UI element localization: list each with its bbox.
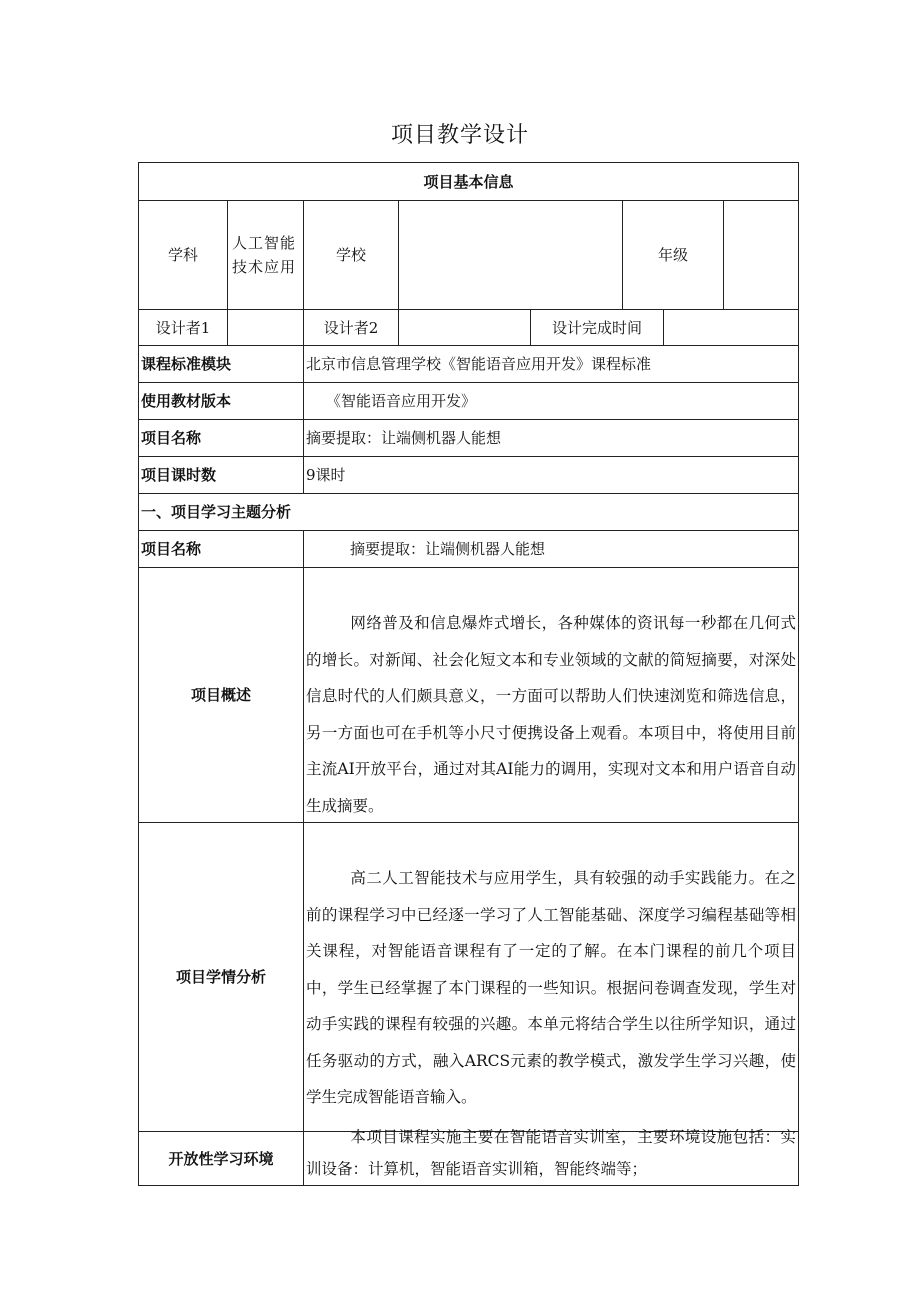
project-name-label: 项目名称 — [141, 429, 202, 447]
designer2-value — [399, 310, 530, 345]
class-hours-value: 9课时 — [306, 466, 346, 484]
subject-value: 人工智能技术应用 — [232, 234, 297, 276]
course-standard-value: 北京市信息管理学校《智能语音应用开发》课程标准 — [306, 355, 652, 373]
course-standard-label: 课程标准模块 — [141, 355, 232, 373]
section1-heading: 一、项目学习主题分析 — [141, 503, 292, 521]
school-label: 学校 — [335, 246, 366, 264]
environment-label: 开放性学习环境 — [168, 1149, 274, 1168]
designer1-label: 设计者1 — [155, 318, 211, 337]
grade-label: 年级 — [657, 246, 688, 264]
environment-text: 本项目课程实施主要在智能语音实训室，主要环境设施包括：实训设备：计算机，智能语音实训箱，智能终端等； — [306, 1128, 796, 1178]
project-name-value: 摘要提取：让端侧机器人能想 — [306, 429, 502, 447]
page-title: 项目教学设计 — [390, 123, 529, 148]
basic-info-header: 项目基本信息 — [423, 172, 514, 191]
designer1-value — [228, 310, 303, 345]
subject-label: 学科 — [167, 246, 198, 264]
grade-value — [724, 201, 798, 309]
textbook-label: 使用教材版本 — [141, 392, 232, 410]
section-project-name-value: 摘要提取：让端侧机器人能想 — [350, 540, 546, 558]
analysis-text: 高二人工智能技术与应用学生，具有较强的动手实践能力。在之前的课程学习中已经逐一学习了人工智能基础、深度学习编程基础等相关课程，对智能语音课程有了一定的了解。在本门课程的前几个项目中，学生已经掌握了本门课程的一些知识。根据问卷调查发现，学生对动手实践的课程有较强的兴趣。本单元将结合学生以往所学知识，通过任务驱动的方式，融入ARCS元素的教学模式，激发学生学习兴趣，使学生完成智能语音输入。 — [306, 869, 796, 1106]
overview-text: 网络普及和信息爆炸式增长，各种媒体的资讯每一秒都在几何式的增长。对新闻、社会化短文本和专业领域的文献的简短摘要，对深处信息时代的人们颇具意义，一方面可以帮助人们快速浏览和筛选信息，另一方面也可在手机等小尺寸便携设备上观看。本项目中，将使用目前主流AI开放平台，通过对其AI能力的调用，实现对文本和用户语音自动生成摘要。 — [306, 614, 796, 815]
school-value — [399, 201, 622, 309]
completion-label: 设计完成时间 — [551, 318, 642, 337]
designer2-label: 设计者2 — [323, 318, 379, 337]
class-hours-label: 项目课时数 — [141, 466, 217, 484]
section-project-name-label: 项目名称 — [141, 540, 202, 558]
completion-value — [664, 310, 798, 345]
textbook-value: 《智能语音应用开发》 — [326, 392, 477, 410]
overview-label: 项目概述 — [190, 686, 251, 704]
analysis-label: 项目学情分析 — [175, 968, 266, 986]
